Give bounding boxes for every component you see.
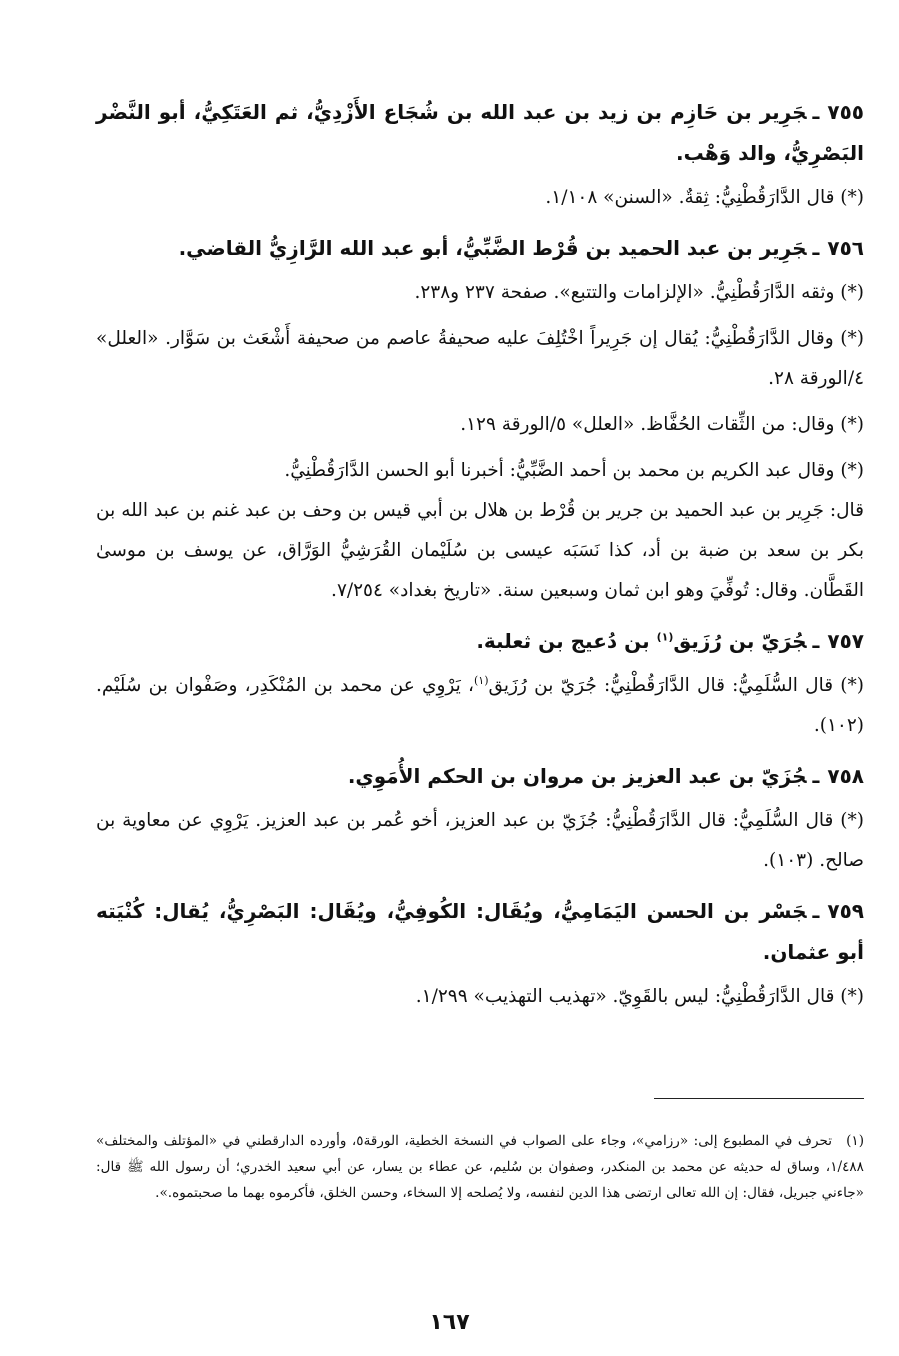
entry-paragraph-part: ، يَرْوِي عن محمد بن المُنْكَدِر، وصَفْوان بن سُلَيْم. (١٠٢). xyxy=(96,675,864,736)
entry-dash: ـ xyxy=(812,764,820,788)
entry-758 xyxy=(96,756,864,881)
footnote-text: تحرف في المطبوع إلى: «رزامي»، وجاء على الصواب في النسخة الخطية، الورقة٥، وأورده الدارقطني في «المؤتلف والمختلف» ١/٤٨٨، وساق له حديثه عن محمد بن المنكدر، وصفوان بن سُليم، عن عطاء بن يسار، عن أبي سعيد الخدري؛ أن رسول الله ﷺ قال: «جاءني جبريل، فقال: إن الله تعالى ارتضى هذا الدين لنفسه، ولا يُصلحه إلا السخاء، وحسن الخلق، فأكرموه بهما ما صحبتموه.». xyxy=(96,1133,864,1201)
entry-number: ٧٥٩ xyxy=(827,899,864,923)
entry-title: جُرَيّ بن رُزَيق xyxy=(673,629,807,653)
footnote-marker: (١) xyxy=(846,1133,864,1149)
entry-number: ٧٥٥ xyxy=(827,100,864,124)
entry-number: ٧٥٦ xyxy=(827,236,864,260)
entry-paragraph: (*) قال السُّلَمِيُّ: قال الدَّارَقُطْنِيُّ: جُزَيّ بن عبد العزيز، أخو عُمر بن عبد العزيز. يَرْوِي عن معاوية بن صالح. (١٠٣). xyxy=(96,810,864,871)
entry-heading xyxy=(96,228,864,269)
entry-heading xyxy=(96,756,864,797)
footnote-reference: (١) xyxy=(656,630,674,644)
entry-paragraph-continuation: قال: جَرِير بن عبد الحميد بن جرير بن قُرْط بن هلال بن أبي قيس بن وحف بن عبد غنم بن عبد الله بن بكر بن سعد بن ضبة بن أد، كذا نَسَبَه عيسى بن سُلَيْمان القُرَشِيُّ الوَرَّاق، عن يوسف بن موسىٰ القَطَّان. وقال: تُوفِّيَ وهو ابن ثمان وسبعين سنة. «تاريخ بغداد» ٧/٢٥٤. xyxy=(96,500,864,601)
entry-paragraph-part: (*) قال السُّلَمِيُّ: قال الدَّارَقُطْنِيُّ: جُرَيّ بن رُزَيق xyxy=(488,675,864,696)
entry-paragraph: (*) قال الدَّارَقُطْنِيُّ: ثِقةٌ. «السنن» ١/١٠٨. xyxy=(545,187,864,208)
entry-paragraph: (*) قال الدَّارَقُطْنِيُّ: ليس بالقَوِيّ. «تهذيب التهذيب» ١/٢٩٩. xyxy=(415,986,864,1007)
entry-paragraph: (*) وقال الدَّارَقُطْنِيُّ: يُقال إن جَرِيراً اخْتُلِفَ عليه صحيفةُ عاصم من صحيفة أَشْعَث بن سَوَّار. «العلل» ٤/الورقة ٢٨. xyxy=(96,328,864,389)
main-text xyxy=(96,92,864,1027)
entry-dash: ـ xyxy=(812,629,820,653)
footnote xyxy=(96,1128,864,1206)
entry-title-rest: بن دُعيج بن ثعلبة. xyxy=(476,629,657,653)
footnote-reference: (١) xyxy=(473,673,489,687)
entry-title: جَرِير بن حَازِم بن زيد بن عبد الله بن شُجَاع الأَزْدِيُّ، ثم العَتَكِيُّ، أبو النَّضْر البَصْرِيُّ، والد وَهْب. xyxy=(96,100,864,165)
entry-759 xyxy=(96,891,864,1017)
entry-heading xyxy=(96,92,864,174)
entry-paragraph xyxy=(96,666,864,746)
entry-755 xyxy=(96,92,864,218)
footnotes xyxy=(96,1128,864,1206)
entry-paragraph: (*) وثقه الدَّارَقُطْنِيُّ. «الإلزامات والتتبع». صفحة ٢٣٧ و٢٣٨. xyxy=(414,282,864,303)
entry-heading xyxy=(96,621,864,662)
entry-paragraph: (*) وقال: من الثِّقات الحُفَّاظ. «العلل» ٥/الورقة ١٢٩. xyxy=(460,414,864,435)
entry-dash: ـ xyxy=(812,236,820,260)
entry-title: جَرِير بن عبد الحميد بن قُرْط الضَّبِّيُّ، أبو عبد الله الرَّازِيُّ القاضي. xyxy=(178,236,807,260)
page-number: ١٦٧ xyxy=(429,1310,470,1335)
entry-dash: ـ xyxy=(812,899,820,923)
entry-number: ٧٥٨ xyxy=(827,764,864,788)
entry-title: جَسْر بن الحسن اليَمَامِيُّ، ويُقَال: الكُوفِيُّ، ويُقَال: البَصْرِيُّ، يُقال: كُنْيَته أبو عثمان. xyxy=(96,899,864,964)
entry-title: جُزَيّ بن عبد العزيز بن مروان بن الحكم الأُمَوِي. xyxy=(347,764,807,788)
entry-heading xyxy=(96,891,864,973)
entry-756 xyxy=(96,228,864,611)
footnote-divider xyxy=(654,1098,864,1099)
entry-paragraph: (*) وقال عبد الكريم بن محمد بن أحمد الضَّبِّيُّ: أخبرنا أبو الحسن الدَّارَقُطْنِيُّ. xyxy=(284,460,864,481)
entry-dash: ـ xyxy=(812,100,820,124)
entry-number: ٧٥٧ xyxy=(827,629,864,653)
entry-757 xyxy=(96,621,864,746)
